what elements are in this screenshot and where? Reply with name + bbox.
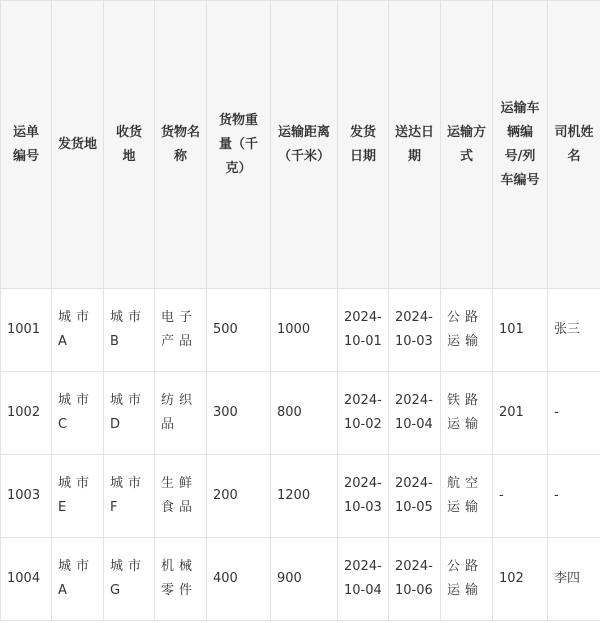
table-row [1,289,600,372]
cell-waybill-no: 1001 [1,289,52,372]
cell-goods-name: 生鲜食品 [155,455,207,538]
cell-origin: 城市A [52,538,104,621]
cell-transport-mode: 航空运输 [441,455,493,538]
cell-destination: 城市F [104,455,155,538]
cell-ship-date: 2024-10-02 [338,372,389,455]
cell-arrival-date: 2024-10-06 [389,538,441,621]
cell-goods-name: 机械零件 [155,538,207,621]
header-origin: 发货地 [52,1,104,289]
cell-arrival-date: 2024-10-04 [389,372,441,455]
table-header-row [1,1,600,289]
header-arrival-date: 送达日期 [389,1,441,289]
cell-goods-name: 纺织品 [155,372,207,455]
cell-vehicle-no: 201 [493,372,548,455]
header-vehicle-no: 运输车辆编号/列车编号 [493,1,548,289]
header-distance: 运输距离（千米） [271,1,338,289]
cell-driver-name: - [548,372,600,455]
cell-driver-name: 李四 [548,538,600,621]
cell-arrival-date: 2024-10-05 [389,455,441,538]
cell-origin: 城市E [52,455,104,538]
cell-arrival-date: 2024-10-03 [389,289,441,372]
cell-weight: 400 [207,538,271,621]
cell-origin: 城市A [52,289,104,372]
cell-waybill-no: 1002 [1,372,52,455]
cell-transport-mode: 铁路运输 [441,372,493,455]
cell-driver-name: - [548,455,600,538]
cell-driver-name: 张三 [548,289,600,372]
header-ship-date: 发货日期 [338,1,389,289]
cell-distance: 1000 [271,289,338,372]
cell-vehicle-no: 101 [493,289,548,372]
header-transport-mode: 运输方式 [441,1,493,289]
cell-transport-mode: 公路运输 [441,289,493,372]
cell-distance: 800 [271,372,338,455]
table-row [1,538,600,621]
cell-vehicle-no: - [493,455,548,538]
cell-weight: 300 [207,372,271,455]
header-destination: 收货地 [104,1,155,289]
cell-distance: 900 [271,538,338,621]
cell-destination: 城市D [104,372,155,455]
cell-goods-name: 电子产品 [155,289,207,372]
header-waybill-no: 运单编号 [1,1,52,289]
cell-weight: 200 [207,455,271,538]
cell-ship-date: 2024-10-03 [338,455,389,538]
header-goods-name: 货物名称 [155,1,207,289]
cell-weight: 500 [207,289,271,372]
cell-waybill-no: 1004 [1,538,52,621]
cell-origin: 城市C [52,372,104,455]
cell-ship-date: 2024-10-04 [338,538,389,621]
cell-destination: 城市B [104,289,155,372]
cell-distance: 1200 [271,455,338,538]
table-row [1,372,600,455]
header-driver-name: 司机姓名 [548,1,600,289]
header-weight: 货物重量（千克） [207,1,271,289]
cell-destination: 城市G [104,538,155,621]
cell-ship-date: 2024-10-01 [338,289,389,372]
cell-vehicle-no: 102 [493,538,548,621]
cell-transport-mode: 公路运输 [441,538,493,621]
cell-waybill-no: 1003 [1,455,52,538]
table-row [1,455,600,538]
